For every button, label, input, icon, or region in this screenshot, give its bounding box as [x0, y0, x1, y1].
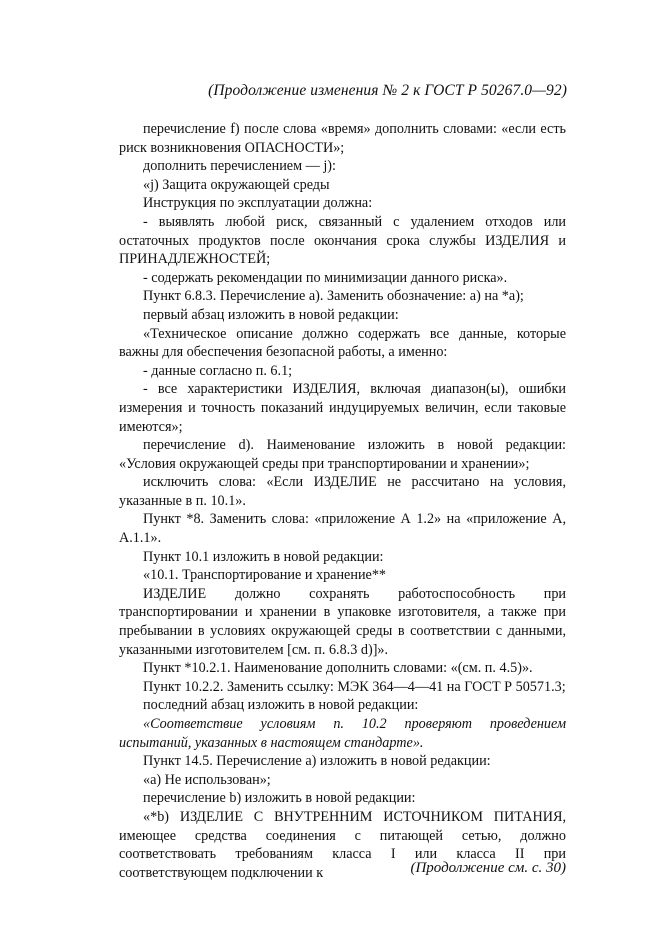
- paragraph: Пункт 14.5. Перечисление а) изложить в новой редакции:: [143, 753, 491, 770]
- paragraph: Пункт 10.1 изложить в новой редакции:: [143, 548, 384, 565]
- document-body: [119, 120, 566, 882]
- paragraph: первый абзац изложить в новой редакции:: [143, 306, 399, 323]
- paragraph-italic: «Соответствие условиям п. 10.2 проверяют проведением испытаний, указанных в настоящем стандарте».: [119, 716, 566, 751]
- paragraph: - выявлять любой риск, связанный с удалением отходов или остаточных продуктов после окончания срока службы ИЗДЕЛИЯ и ПРИНАДЛЕЖНОСТЕЙ;: [119, 213, 566, 268]
- paragraph: Пункт 6.8.3. Перечисление а). Заменить обозначение: а) на *а);: [143, 288, 524, 305]
- paragraph: - данные согласно п. 6.1;: [143, 362, 293, 379]
- paragraph: - все характеристики ИЗДЕЛИЯ, включая диапазон(ы), ошибки измерения и точность показаний индуцируемых величин, если таковые имеются»;: [119, 381, 566, 435]
- page-header: (Продолжение изменения № 2 к ГОСТ Р 50267.0—92): [208, 82, 567, 99]
- paragraph: последний абзац изложить в новой редакции:: [143, 697, 419, 714]
- paragraph: «10.1. Транспортирование и хранение**: [143, 567, 387, 584]
- paragraph: перечисление d). Наименование изложить в новой редакции: «Условия окружающей среды при транспортировании и хранении»;: [119, 437, 566, 472]
- paragraph: перечисление f) после слова «время» дополнить словами: «если есть риск возникновения ОПАСНОСТИ»;: [119, 121, 566, 156]
- paragraph: ИЗДЕЛИЕ должно сохранять работоспособность при транспортировании и хранении в упаковке изготовителя, а также при пребывании в условиях окружающей среды в соответствии с данными, указанными изготовителем [см. п. 6.8.3 d)]».: [119, 585, 566, 658]
- paragraph: исключить слова: «Если ИЗДЕЛИЕ не рассчитано на условия, указанные в п. 10.1».: [119, 474, 566, 509]
- paragraph: «*b) ИЗДЕЛИЕ С ВНУТРЕННИМ ИСТОЧНИКОМ ПИТАНИЯ, имеющее средства соединения с питающей сетью, должно соответствовать требованиям класса I или класса II при соответствующем подключении к: [119, 808, 566, 881]
- paragraph: Инструкция по эксплуатации должна:: [143, 195, 373, 212]
- paragraph: «а) Не использован»;: [143, 771, 271, 788]
- paragraph: перечисление b) изложить в новой редакции:: [143, 790, 416, 807]
- paragraph: Пункт *8. Заменить слова: «приложение А 1.2» на «приложение А, А.1.1».: [119, 511, 566, 547]
- paragraph: Пункт 10.2.2. Заменить ссылку: МЭК 364—4—41 на ГОСТ Р 50571.3;: [143, 678, 566, 695]
- paragraph: - содержать рекомендации по минимизации данного риска».: [143, 269, 508, 286]
- paragraph: «j) Защита окружающей среды: [143, 176, 330, 193]
- paragraph: «Техническое описание должно содержать все данные, которые важны для обеспечения безопасной работы, а именно:: [119, 325, 566, 361]
- paragraph: дополнить перечислением — j):: [143, 158, 336, 175]
- paragraph: Пункт *10.2.1. Наименование дополнить словами: «(см. п. 4.5)».: [143, 660, 533, 677]
- page-footer: (Продолжение см. с. 30): [410, 860, 566, 876]
